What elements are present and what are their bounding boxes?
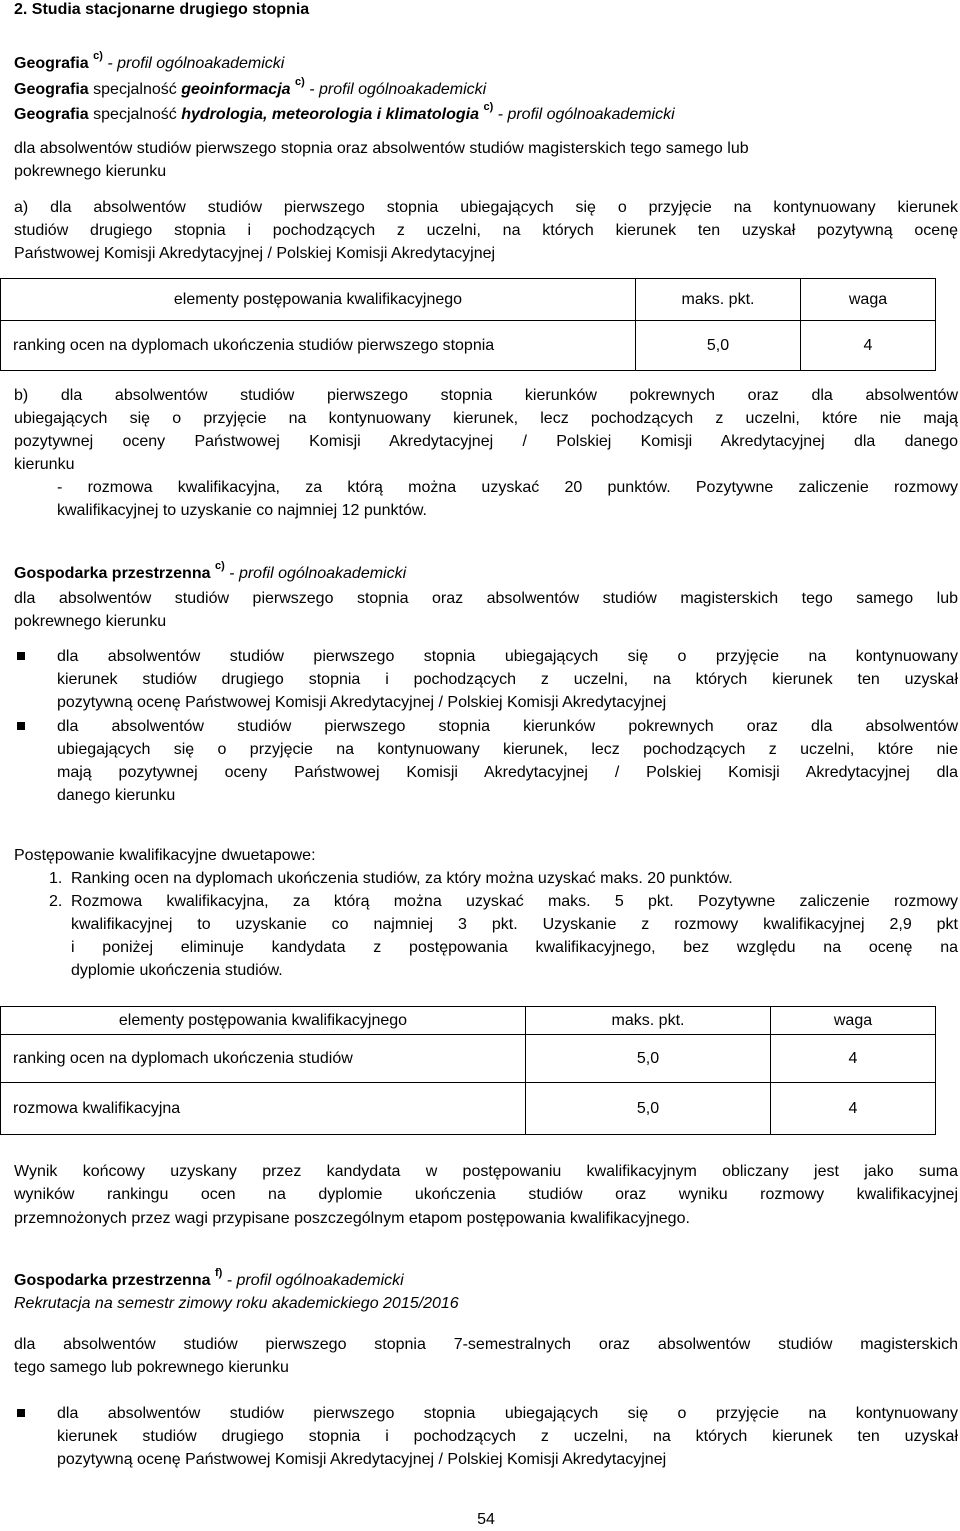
numbered-item-line: dyplomie ukończenia studiów. — [71, 962, 283, 979]
bullet-item-line: kierunek studiów drugiego stopnia i pochodzących z uczelni, na których kierunek ten uzyskał — [57, 671, 958, 688]
paragraph-line: a) dla absolwentów studiów pierwszego stopnia ubiegających się o przyjęcie na kontynuowany kierunek — [14, 199, 958, 216]
criteria-table — [0, 278, 936, 371]
table-row — [1, 1083, 936, 1135]
bullet-item-line: pozytywną ocenę Państwowej Komisji Akredytacyjnej / Polskiej Komisji Akredytacyjnej — [57, 1451, 667, 1468]
bullet-item-line: mają pozytywnej oceny Państwowej Komisji Akredytacyjnej / Polskiej Komisji Akredytacyjnej dla — [57, 764, 958, 781]
table-header-cell: maks. pkt. — [636, 279, 801, 321]
program-title-geografia: Geografia $^{c)}$ - profil ogólnoakademicki — [14, 49, 285, 72]
intro-line: dla absolwentów studiów pierwszego stopnia oraz absolwentów studiów magisterskich tego samego lub — [14, 140, 749, 157]
program-title-geoinformacja: Geografia specjalność geoinformacja $^{c)}$ - profil ogólnoakademicki — [14, 75, 487, 98]
list-number: 1. — [49, 870, 63, 887]
bullet-item-line: danego kierunku — [57, 787, 176, 804]
numbered-item-line: Ranking ocen na dyplomach ukończenia studiów, za który można uzyskać maks. 20 punktów. — [71, 870, 733, 887]
bullet-item-line: dla absolwentów studiów pierwszego stopnia ubiegających się o przyjęcie na kontynuowany — [57, 1405, 958, 1422]
program-title-gospodarka: Gospodarka przestrzenna $^{c)}$ - profil ogólnoakademicki — [14, 559, 407, 582]
paragraph-line: przemnożonych przez wagi przypisane poszczególnym etapom postępowania kwalifikacyjnego. — [14, 1210, 690, 1227]
table-header-cell: elementy postępowania kwalifikacyjnego — [1, 1007, 526, 1035]
paragraph-line: - rozmowa kwalifikacyjna, za którą można uzyskać 20 punktów. Pozytywne zaliczenie rozmowy — [57, 479, 958, 496]
table-cell: ranking ocen na dyplomach ukończenia studiów pierwszego stopnia — [1, 321, 636, 371]
table-cell: 4 — [771, 1035, 936, 1083]
program-title-gospodarka-7sem: Gospodarka przestrzenna $^{f)}$ - profil ogólnoakademicki — [14, 1266, 404, 1289]
intro-line: pokrewnego kierunku — [14, 613, 167, 630]
intro-line: tego samego lub pokrewnego kierunku — [14, 1359, 289, 1376]
procedure-title: Postępowanie kwalifikacyjne dwuetapowe: — [14, 847, 316, 864]
paragraph-line: wyników rankingu ocen na dyplomie ukończenia studiów oraz wyniku rozmowy kwalifikacyjnej — [14, 1186, 958, 1203]
table-cell: 4 — [801, 321, 936, 371]
page-number: 54 — [477, 1511, 495, 1528]
section-heading: 2. Studia stacjonarne drugiego stopnia — [14, 1, 310, 18]
table-header-row — [1, 1007, 936, 1035]
intro-line: dla absolwentów studiów pierwszego stopnia 7-semestralnych oraz absolwentów studiów magisterskich — [14, 1336, 958, 1353]
intro-line: pokrewnego kierunku — [14, 163, 167, 180]
bullet-item-line: pozytywną ocenę Państwowej Komisji Akredytacyjnej / Polskiej Komisji Akredytacyjnej — [57, 694, 667, 711]
numbered-item-line: Rozmowa kwalifikacyjna, za którą można uzyskać maks. 5 pkt. Pozytywne zaliczenie rozmowy — [71, 893, 958, 910]
bullet-icon — [17, 722, 25, 730]
bullet-item-line: dla absolwentów studiów pierwszego stopnia ubiegających się o przyjęcie na kontynuowany — [57, 648, 958, 665]
list-number: 2. — [49, 893, 63, 910]
paragraph-line: studiów drugiego stopnia i pochodzących z uczelni, na których kierunek ten uzyskał pozytywną ocenę — [14, 222, 958, 239]
table-header-row — [1, 279, 936, 321]
table-row — [1, 321, 936, 371]
paragraph-line: kwalifikacyjnej to uzyskanie co najmniej 12 punktów. — [57, 502, 427, 519]
numbered-item-line: i poniżej eliminuje kandydata z postępowania kwalifikacyjnego, bez względu na ocenę na — [71, 939, 958, 956]
paragraph-line: Wynik końcowy uzyskany przez kandydata w postępowaniu kwalifikacyjnym obliczany jest jako suma — [14, 1163, 958, 1180]
bullet-item-line: dla absolwentów studiów pierwszego stopnia kierunków pokrewnych oraz dla absolwentów — [57, 718, 958, 735]
paragraph-line: Państwowej Komisji Akredytacyjnej / Polskiej Komisji Akredytacyjnej — [14, 245, 496, 262]
intro-line: dla absolwentów studiów pierwszego stopnia oraz absolwentów studiów magisterskich tego samego lub — [14, 590, 958, 607]
table-header-cell: maks. pkt. — [526, 1007, 771, 1035]
table-header-cell: waga — [771, 1007, 936, 1035]
paragraph-line: kierunku — [14, 456, 75, 473]
bullet-icon — [17, 1409, 25, 1417]
paragraph-line: ubiegających się o przyjęcie na kontynuowany kierunek, lecz pochodzących z uczelni, które nie mają — [14, 410, 958, 427]
table-cell: 5,0 — [636, 321, 801, 371]
table-cell: 5,0 — [526, 1083, 771, 1135]
numbered-item-line: kwalifikacyjnej to uzyskanie co najmniej 3 pkt. Uzyskanie z rozmowy kwalifikacyjnej 2,9 pkt — [71, 916, 958, 933]
program-subtitle: Rekrutacja na semestr zimowy roku akademickiego 2015/2016 — [14, 1295, 459, 1312]
table-header-cell: waga — [801, 279, 936, 321]
program-title-hydrologia: Geografia specjalność hydrologia, meteorologia i klimatologia $^{c)}$ - profil ogólnoakademicki — [14, 100, 675, 123]
table-cell: 5,0 — [526, 1035, 771, 1083]
table-cell: ranking ocen na dyplomach ukończenia studiów — [1, 1035, 526, 1083]
bullet-item-line: ubiegających się o przyjęcie na kontynuowany kierunek, lecz pochodzących z uczelni, które nie — [57, 741, 958, 758]
bullet-item-line: kierunek studiów drugiego stopnia i pochodzących z uczelni, na których kierunek ten uzyskał — [57, 1428, 958, 1445]
table-row — [1, 1035, 936, 1083]
criteria-table — [0, 1006, 936, 1135]
table-cell: 4 — [771, 1083, 936, 1135]
paragraph-line: pozytywnej oceny Państwowej Komisji Akredytacyjnej / Polskiej Komisji Akredytacyjnej dla danego — [14, 433, 958, 450]
paragraph-line: b) dla absolwentów studiów pierwszego stopnia kierunków pokrewnych oraz dla absolwentów — [14, 387, 958, 404]
table-cell: rozmowa kwalifikacyjna — [1, 1083, 526, 1135]
bullet-icon — [17, 652, 25, 660]
table-header-cell: elementy postępowania kwalifikacyjnego — [1, 279, 636, 321]
